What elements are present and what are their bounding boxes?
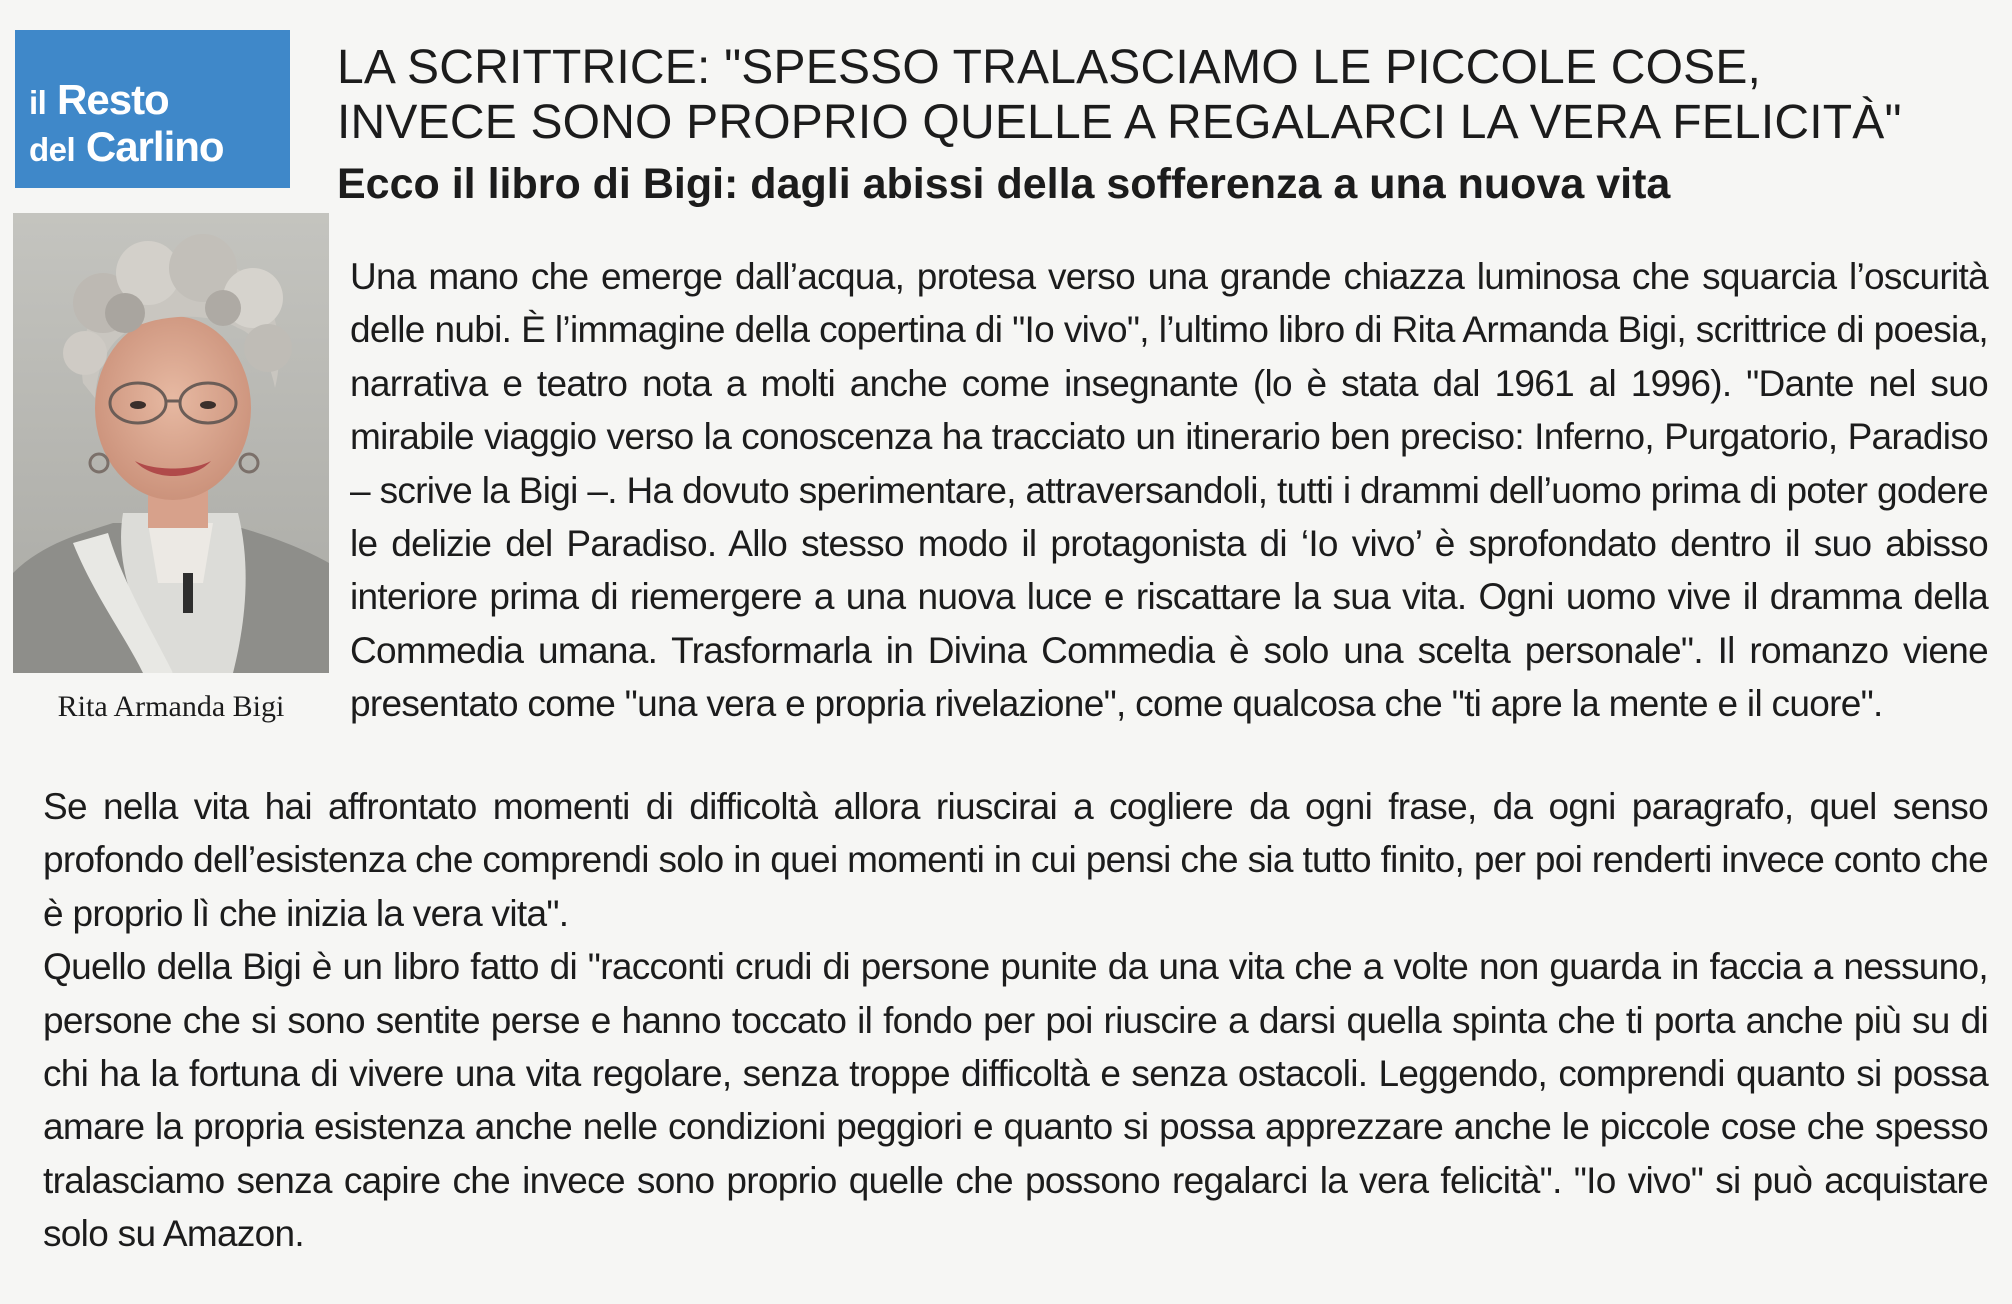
logo-line-2 bbox=[29, 125, 290, 172]
logo-word-resto: Resto bbox=[57, 76, 169, 123]
subheadline: Ecco il libro di Bigi: dagli abissi della sofferenza a una nuova vita bbox=[337, 160, 1671, 208]
headline-line-1: LA SCRITTRICE: "SPESSO TRALASCIAMO LE PICCOLE COSE, bbox=[337, 41, 1762, 94]
headline-line-2: INVECE SONO PROPRIO QUELLE A REGALARCI LA VERA FELICITÀ" bbox=[337, 96, 1902, 149]
photo-caption: Rita Armanda Bigi bbox=[57, 690, 285, 723]
article-paragraph-1: Una mano che emerge dall’acqua, protesa verso una grande chiazza luminosa che squarcia l’oscurità delle nubi. È l’immagine della copertina di "Io vivo", l’ultimo libro di Rita Armanda Bigi, scrittrice di poesia, narrativa e teatro nota a molti anche come insegnante (lo è stata dal 1961 al 1996). "Dante nel suo mirabile viaggio verso la conoscenza ha tracciato un itinerario ben preciso: Inferno, Purgatorio, Paradiso – scrive la Bigi –. Ha dovuto sperimentare, attraversandoli, tutti i drammi dell’uomo prima di poter godere le delizie del Paradiso. Allo stesso modo il protagonista di ‘Io vivo’ è sprofondato dentro il suo abisso interiore prima di riemergere a una nuova luce e riscattare la sua vita. Ogni uomo vive il dramma della Commedia umana. Trasformarla in Divina Commedia è solo una scelta personale". Il romanzo viene presentato come "una vera e propria rivelazione", come qualcosa che "ti apre la mente e il cuore". bbox=[350, 256, 1988, 725]
logo-word-carlino: Carlino bbox=[85, 123, 224, 170]
article-intro-column bbox=[350, 250, 1988, 731]
logo-word-del: del bbox=[29, 131, 76, 168]
article-paragraph-2: Se nella vita hai affrontato momenti di difficoltà allora riuscirai a cogliere da ogni frase, da ogni paragrafo, quel senso profondo dell’esistenza che comprendi solo in quei momenti in cui pensi che sia tutto finito, per poi renderti invece conto che è proprio lì che inizia la vera vita". bbox=[43, 786, 1988, 934]
newspaper-logo bbox=[15, 30, 290, 188]
article-body bbox=[43, 780, 1988, 1261]
logo-word-il: il bbox=[29, 84, 47, 121]
author-photo bbox=[13, 213, 329, 673]
article-paragraph-3: Quello della Bigi è un libro fatto di "racconti crudi di persone punite da una vita che a volte non guarda in faccia a nessuno, persone che si sono sentite perse e hanno toccato il fondo per poi riuscire a darsi quella spinta che ti porta anche più su di chi ha la fortuna di vivere una vita regolare, senza troppe difficoltà e senza ostacoli. Leggendo, comprendi quanto si possa amare la propria esistenza anche nelle condizioni peggiori e quanto si possa apprezzare anche le piccole cose che spesso tralasciamo senza capire che invece sono proprio quelle che possono regalarci la vera felicità". "Io vivo" si può acquistare solo su Amazon. bbox=[43, 946, 1988, 1255]
author-portrait-image bbox=[13, 213, 329, 673]
logo-line-1 bbox=[29, 78, 290, 125]
headline bbox=[337, 40, 1997, 150]
